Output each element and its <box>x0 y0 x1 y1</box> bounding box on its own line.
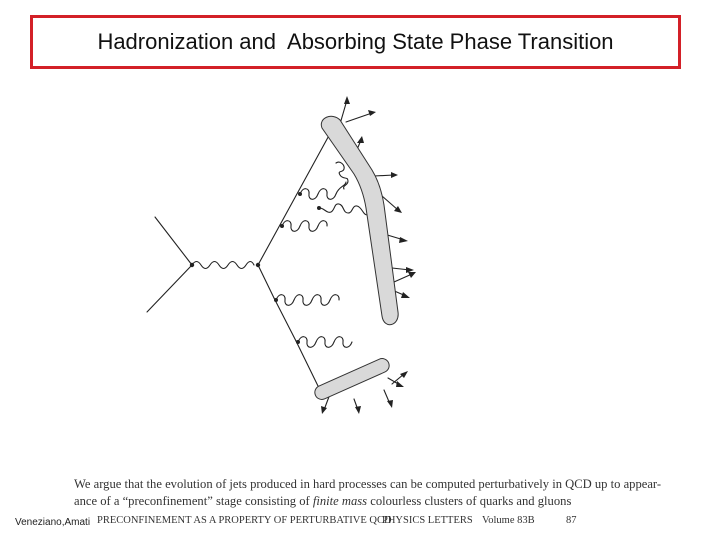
quark-line-lower-3 <box>296 341 318 386</box>
gluon-4 <box>298 337 352 348</box>
abstract-quote <box>74 476 674 510</box>
slide-title: Hadronization and Absorbing State Phase Transition <box>97 29 614 54</box>
authors: Veneziano,Amati <box>15 517 91 528</box>
journal-name: PHYSICS LETTERS <box>382 515 473 526</box>
cluster-lower <box>313 356 392 401</box>
gluon-5 <box>336 162 348 189</box>
gluon-1 <box>300 182 346 199</box>
quark-line-upper <box>258 130 332 265</box>
quark-line-lower <box>258 265 274 298</box>
hadron-arrow-2 <box>346 113 372 122</box>
quark-line-lower-2 <box>274 298 296 341</box>
paper-title: PRECONFINEMENT AS A PROPERTY OF PERTURBATIVE QCD <box>97 515 392 526</box>
gluon-2 <box>282 221 327 232</box>
hadron-arrow-8 <box>394 274 412 282</box>
incoming-line-top <box>155 217 192 265</box>
gluon-2b <box>319 204 367 215</box>
quote-line-2-prefix: ance of a “preconfinement” stage consisting of <box>74 494 313 508</box>
quote-line-2-suffix: colourless clusters of quarks and gluons <box>367 494 572 508</box>
incoming-line-bottom <box>147 265 192 312</box>
page-number: 87 <box>566 515 577 526</box>
journal-volume: Volume 83B <box>482 515 535 526</box>
quote-line-2-italic: finite mass <box>312 494 368 508</box>
gluon-3 <box>276 295 339 306</box>
quote-line-2 <box>74 493 674 510</box>
virtual-photon <box>192 262 254 269</box>
quote-line-1: We argue that the evolution of jets produced in hard processes can be computed perturbatively in QCD up to appear- <box>74 477 662 491</box>
cluster-upper <box>321 116 398 324</box>
